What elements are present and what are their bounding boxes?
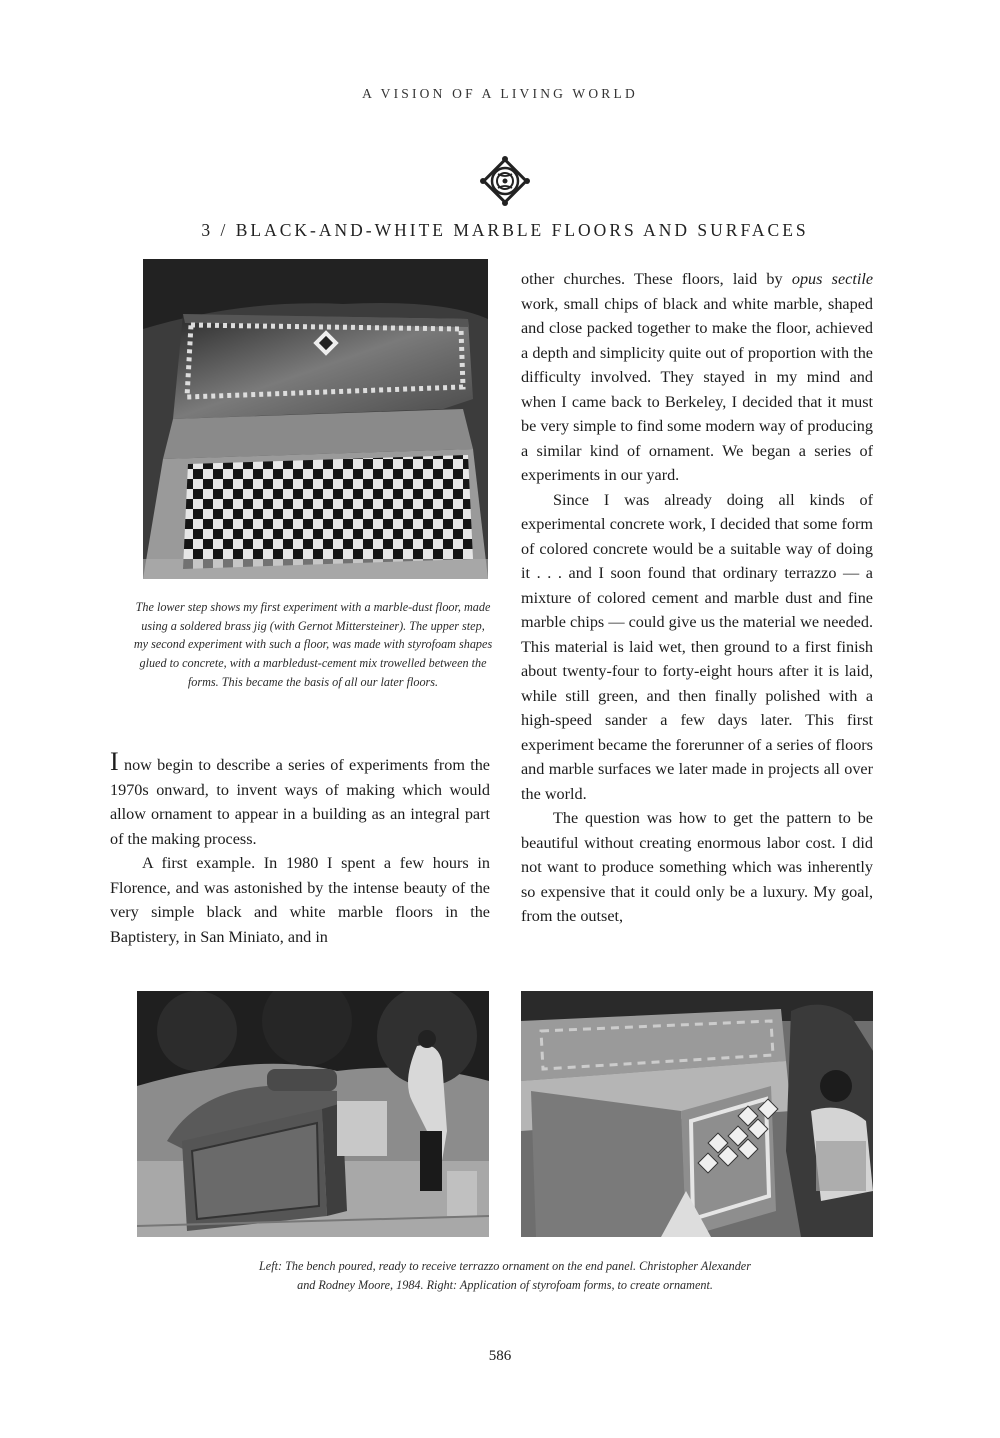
ornament-icon xyxy=(479,155,531,207)
drop-cap: I xyxy=(110,747,119,776)
section-title: 3 / BLACK-AND-WHITE MARBLE FLOORS AND SURFACES xyxy=(201,220,809,240)
caption-line-1: Left: The bench poured, ready to receive terrazzo ornament on the end panel. Christopher Alexander xyxy=(259,1259,751,1273)
top-figure-caption: The lower step shows my first experiment with a marble-dust floor, made using a soldered brass jig (with Gernot Mittersteiner). The upper step, my second experiment with such a floor, was made with styrofoam shapes glued to concrete, with a marbledust-cement mix trowelled between the forms. This became the basis of all our later floors. xyxy=(133,600,493,689)
right-column xyxy=(521,267,873,929)
paragraph-continued: other churches. These floors, laid by opus sectile work, small chips of black and white marble, shaped and close packed together to make the floor, achieved a depth and simplicity quite out of proportion with the difficulty involved. They stayed in my mind and when I came back to Berkeley, I decided that it must be very simple to find some modern way of producing a similar kind of ornament. We began a series of experiments in our yard. xyxy=(521,270,873,484)
running-head: A VISION OF A LIVING WORLD xyxy=(362,86,638,101)
paragraph-2: A first example. In 1980 I spent a few hours in Florence, and was astonished by the intense beauty of the very simple black and white marble floors in the Baptistery, in San Miniato, and in xyxy=(110,854,490,946)
paragraph-terrazzo: Since I was already doing all kinds of experimental concrete work, I decided that some form of colored concrete would be a suitable way of doing it . . . and I soon found that ordinary terrazzo — a mixture of colored cement and marble dust and fine marble chips — could give us the material we needed. This material is laid wet, then ground to a first finish about twenty-four to forty-eight hours after it is laid, while still green, and then finally polished with a high-speed sander a few days later. This first experiment became the forerunner of a series of floors and marble surfaces we later made in projects all over the world. xyxy=(521,490,873,803)
paragraph-1: I now begin to describe a series of experiments from the 1970s onward, to invent ways of making which would allow ornament to appear in a building as an integral part of the making process. xyxy=(110,747,490,848)
paragraph-question: The question was how to get the pattern to be beautiful without creating enormous labor cost. I did not want to produce something which was inherently so expensive that it could only be a luxury. My goal, from the outset, xyxy=(521,809,873,925)
left-column xyxy=(110,747,490,949)
bottom-figure-caption xyxy=(140,1257,870,1294)
bench-photo xyxy=(137,991,489,1237)
marble-steps-photo xyxy=(143,259,488,579)
page-number: 586 xyxy=(488,1348,512,1364)
caption-line-2: and Rodney Moore, 1984. Right: Application of styrofoam forms, to create ornament. xyxy=(297,1277,713,1292)
styrofoam-forms-photo xyxy=(521,991,873,1237)
